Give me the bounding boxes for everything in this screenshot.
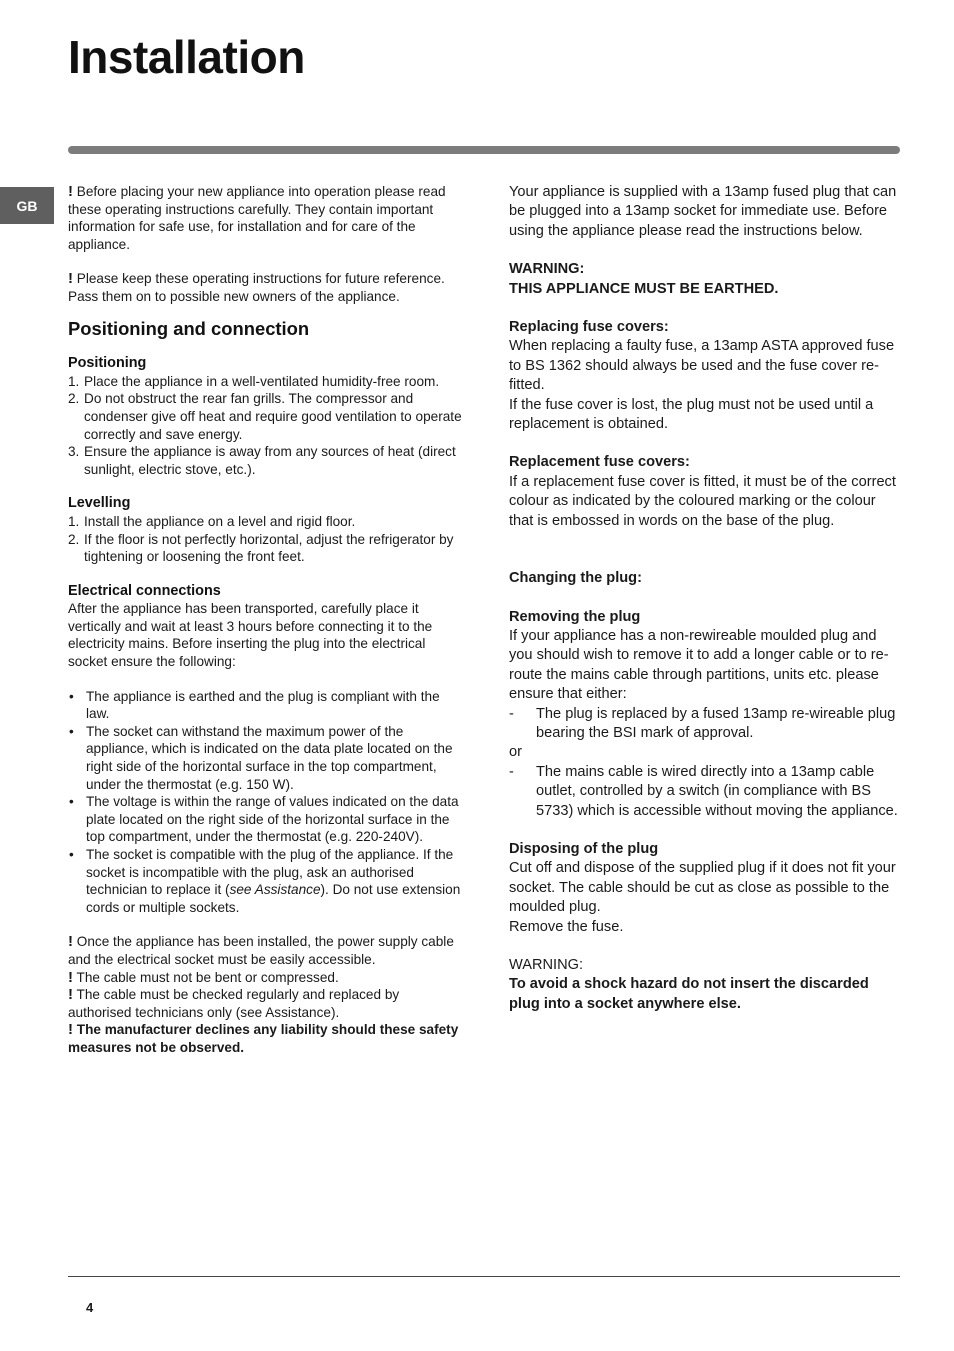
disposing-body: Cut off and dispose of the supplied plug if it does not fit your socket. The cable should be cut as close as possible to the moulded plug.	[509, 860, 896, 916]
language-tab: GB	[0, 187, 54, 224]
replacement-heading: Replacement fuse covers:	[509, 454, 690, 471]
list-item: 2. If the floor is not perfectly horizontal, adjust the refrigerator by tightening or loosening the front feet.	[68, 531, 454, 565]
removing-heading: Removing the plug	[509, 608, 641, 625]
warning-mark: !	[68, 270, 73, 288]
list-item: 3. Ensure the appliance is away from any sources of heat (direct sunlight, electric stove, etc.).	[68, 444, 456, 477]
list-item: • The appliance is earthed and the plug is compliant with the law.	[69, 688, 440, 722]
page-number: 4	[86, 1300, 94, 1315]
list-item: - The mains cable is wired directly into a 13amp cable outlet, controlled by a switch (in compliance with BS 5733) which is accessible without moving the appliance.	[509, 763, 898, 819]
changing-heading: Changing the plug:	[509, 570, 642, 587]
or-text: or	[509, 744, 522, 761]
list-item: • The socket is compatible with the plug of the appliance. If the socket is incompatible with the plug, ask an authorised technician to replace it (see Assistance). Do not use extension cords or multiple sockets.	[69, 847, 461, 915]
removing-options-2	[509, 763, 901, 821]
replacing-body-2: If the fuse cover is lost, the plug must not be used until a replacement is obtained.	[509, 396, 874, 433]
liability-note: ! The manufacturer declines any liability should these safety measures not be observed.	[68, 1021, 459, 1055]
list-item: • The voltage is within the range of values indicated on the data plate located on the right side of the horizontal surface in the top compartment, under the thermostat (e.g. 220-240V).	[69, 794, 459, 845]
list-item: 1. Install the appliance on a level and rigid floor.	[68, 513, 356, 529]
disposing-body-2: Remove the fuse.	[509, 918, 624, 935]
electrical-heading: Electrical connections	[68, 582, 221, 599]
list-item: 1. Place the appliance in a well-ventilated humidity-free room.	[68, 373, 440, 389]
levelling-list	[68, 513, 462, 566]
list-item: 2. Do not obstruct the rear fan grills. The compressor and condenser give off heat and require good ventilation to operate correctly and save energy.	[68, 391, 462, 442]
warning-label: WARNING:	[509, 261, 585, 278]
plug-intro: Your appliance is supplied with a 13amp fused plug that can be plugged into a 13amp socket for immediate use. Before using the appliance please read the instructions below.	[509, 184, 897, 239]
levelling-heading: Levelling	[68, 495, 131, 512]
positioning-heading: Positioning	[68, 355, 147, 372]
right-column	[509, 183, 901, 1014]
replacing-body: When replacing a faulty fuse, a 13amp ASTA approved fuse to BS 1362 should always be used and the fuse cover re-fitted.	[509, 338, 895, 394]
final-warning-label: WARNING:	[509, 957, 584, 973]
left-column	[68, 183, 462, 1057]
removing-options	[509, 705, 901, 744]
title-divider	[68, 146, 900, 154]
electrical-body: After the appliance has been transported, carefully place it vertically and wait at least 3 hours before connecting it to the electricity mains. Before inserting the plug into the electrical socket ensure the following:	[68, 601, 433, 670]
disposing-heading: Disposing of the plug	[509, 840, 659, 857]
electrical-checklist	[68, 688, 462, 917]
positioning-list	[68, 373, 462, 479]
page-title: Installation	[68, 31, 305, 83]
note: ! Once the appliance has been installed, the power supply cable and the electrical socket must be easily accessible.	[68, 933, 454, 967]
replacement-body: If a replacement fuse cover is fitted, it must be of the correct colour as indicated by the coloured marking or the colour that is embossed in words on the base of the plug.	[509, 473, 896, 529]
intro-warning-2: ! Please keep these operating instructions for future reference. Pass them on to possible new owners of the appliance.	[68, 270, 445, 304]
warning-mark: !	[68, 183, 73, 200]
earthing-warning: THIS APPLIANCE MUST BE EARTHED.	[509, 280, 779, 297]
note: ! The cable must not be bent or compressed.	[68, 968, 339, 986]
intro-warning-1: ! Before placing your new appliance into operation please read these operating instructions carefully. They contain important information for safe use, for installation and for care of the appliance.	[68, 183, 446, 252]
footer-divider	[68, 1276, 900, 1277]
list-item: - The plug is replaced by a fused 13amp re-wireable plug bearing the BSI mark of approval.	[509, 705, 896, 741]
replacing-heading: Replacing fuse covers:	[509, 319, 669, 336]
list-item: • The socket can withstand the maximum power of the appliance, which is indicated on the data plate located on the right side of the horizontal surface in the top compartment, under the thermostat (e.g. 150 W).	[69, 723, 453, 792]
removing-body: If your appliance has a non-rewireable moulded plug and you should wish to remove it to add a longer cable or to re-route the mains cable through partitions, units etc. please ensure that either:	[509, 627, 889, 703]
section-heading: Positioning and connection	[68, 317, 310, 339]
assistance-reference: see Assistance	[229, 882, 321, 898]
final-warning: To avoid a shock hazard do not insert the discarded plug into a socket anywhere else.	[509, 976, 869, 1012]
note: ! The cable must be checked regularly and replaced by authorised technicians only (see Assistance).	[68, 986, 400, 1020]
